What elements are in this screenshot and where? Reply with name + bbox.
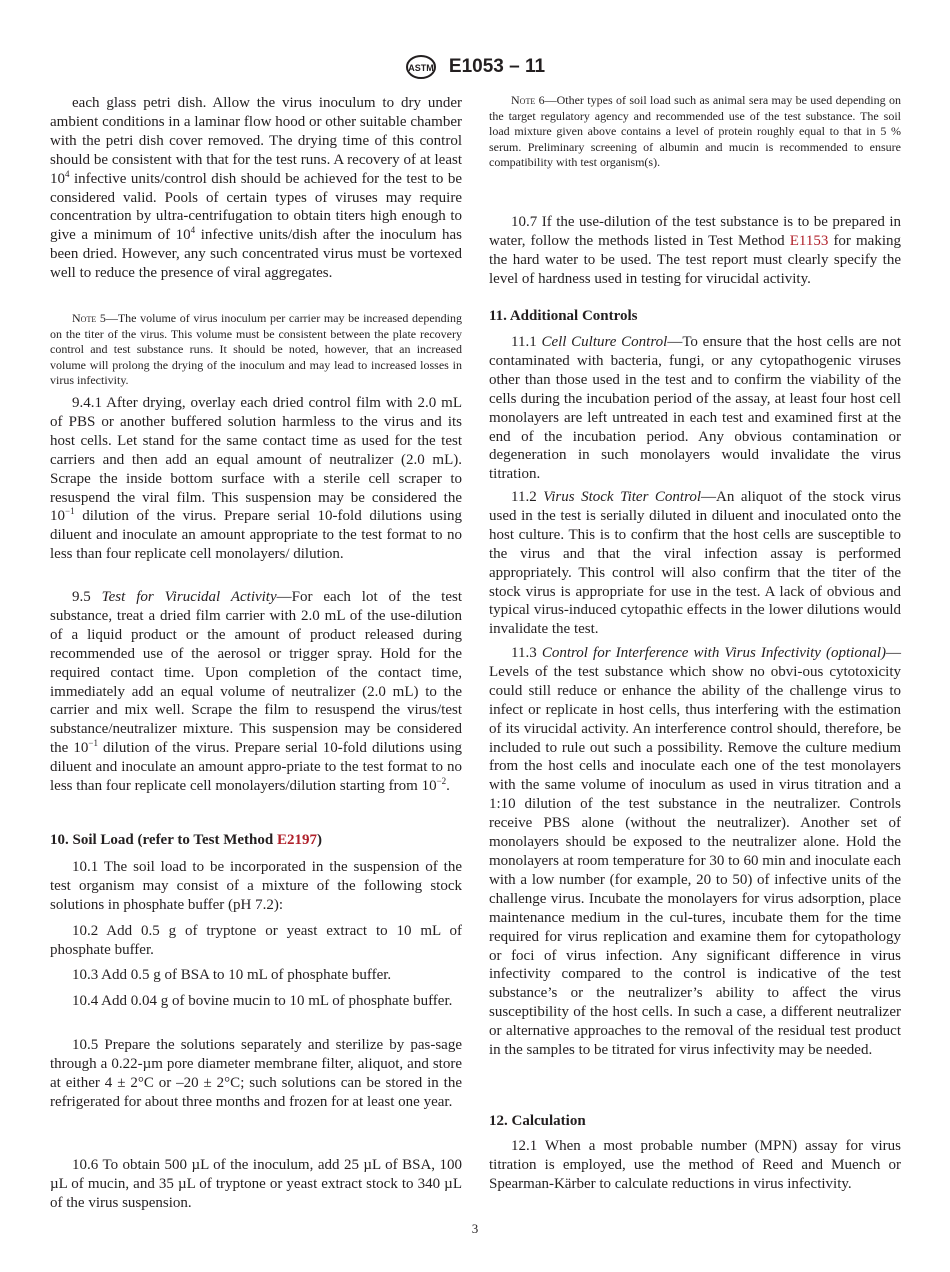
paragraph — [489, 644, 901, 1060]
text-run: dilution of the virus. Prepare serial 10-fold dilutions using diluent and inoculate an amount appro-priate to the test format to no less than four replicate cell monolayers/dilution starting from 10 — [50, 740, 463, 795]
text-run: Note — [72, 311, 97, 325]
page-number: 3 — [471, 1221, 479, 1236]
text-run: —To ensure that the host cells are not contaminated with bacteria, fungi, or any cytopathogenic viruses other than those used in the test and to confirm the viability of the cells during the incubation period of the assay, at least four host cell monolayers are left untreated in each test and examined first at the end of the incubation period. Any obvious contamination or degeneration in such monolayers would invalidate the virus titration. — [489, 334, 901, 483]
page-header — [0, 54, 950, 80]
text-run: ) — [316, 832, 322, 848]
text-run: 10.3 Add 0.5 g of BSA to 10 mL of phosphate buffer. — [72, 967, 392, 983]
text-run: Control for Interference with Virus Infectivity (optional) — [541, 645, 886, 661]
superscript: −2 — [436, 776, 447, 787]
text-run: 11.2 — [511, 489, 544, 505]
text-run: —For each lot of the test substance, treat a dried film carrier with 2.0 mL of the use-dilution of a liquid product or the amount of product released during recommended use of the aerosol or trigger spray. Hold for the required contact time. Upon completion of the contact time, immediately add an equal volume of neutralizer (2.0 mL) to the carrier and mix well. Scrape the film to resuspend the virus/test substance/neutralizer mixture. This suspension may be considered the 10 — [50, 589, 463, 757]
section-heading — [489, 307, 901, 326]
svg-text:ASTM: ASTM — [408, 63, 434, 73]
text-run: 12.1 When a most probable number (MPN) assay for virus titration is employed, use the method of Reed and Muench or Spearman-Kärber to calculate reductions in virus infectivity. — [489, 1138, 901, 1192]
text-run: —An aliquot of the stock virus used in the test is serially diluted in diluent and inoculated onto the host culture. This is to confirm that the host cells are susceptible to the virus and that the viral infection assay is performed appropriately. This control will also confirm that the titer of the stock virus is appropriate for use in the test. A lack of obvious and typical virus-induced cytopathic effects in the lower dilutions would invalidate the test. — [489, 489, 902, 638]
paragraph — [50, 588, 462, 796]
paragraph — [50, 394, 462, 564]
text-run: —Levels of the test substance which show no obvi-ous cytotoxicity could still reduce or enhance the ability of the challenge virus to infect or replicate in host cells, thus interfering with the estimation of its virucidal activity. An interference control should, therefore, be included to rule out such a possibility. Remove the culture medium from the host cells and inoculate each one of the test monolayers with the same volume of inoculum as used in virus titration and a 1:10 dilution of the test substance in the neutralizer. Controls receive PBS alone (without the neutralizer). Another set of monolayers should be exposed to the neutralizer alone. Hold the monolayers at room temperature for 30 to 60 min and inoculate each with a low number (for example, 20 to 50) of infective units of the challenge virus. Incubate the monolayers for virus adsorption, place maintenance medium in the cul-tures, incubate them for the time required for virus replication and examine them for cytopathology or foci of virus infection. Any significant difference in virus infectivity compared to the control is indicative of the test substance’s or the neutralizer’s ability to affect the virus susceptibility of the host cells. In such a case, a different neutralizer or alternative approaches to the removal of the residual test product in the samples to be titrated for virus infectivity may be needed. — [489, 645, 901, 1059]
text-run: Cell Culture Control — [541, 334, 668, 350]
note-paragraph — [50, 311, 462, 389]
text-run: infective units/dish after the inoculum has been dried. However, any such concentrated virus must be vortexed well to reduce the presence of viral aggregates. — [50, 227, 462, 282]
reference-link[interactable]: E2197 — [276, 832, 317, 848]
text-run: 11. Additional Controls — [489, 308, 638, 324]
text-run: 6—Other types of soil load such as animal sera may be used depending on the target regulatory agency and recommended use of the test substance. The soil load mixture given above contains a level of protein roughly equal to that in 5 % serum. Preliminary screening of albumin and mucin is recommended to ensure compatibility with test organism(s). — [489, 93, 901, 170]
paragraph — [50, 858, 462, 915]
text-run: 10.4 Add 0.04 g of bovine mucin to 10 mL of phosphate buffer. — [72, 993, 453, 1009]
paragraph — [50, 1156, 462, 1213]
text-run: for making the hard water to be used. The test report must clearly specify the level of hardness used in testing for virucidal activity. — [489, 232, 901, 287]
paragraph — [50, 922, 462, 960]
superscript: 4 — [190, 225, 196, 236]
text-run: 10.5 Prepare the solutions separately and sterilize by pas-sage through a 0.22-µm pore diameter membrane filter, aliquot, and store at either 4 ± 2°C or –20 ± 2°C; such solutions can be stored in the refrigerated for about three months and frozen for at least one year. — [50, 1037, 462, 1110]
text-run: Note — [511, 93, 536, 107]
text-run: 12. Calculation — [489, 1113, 586, 1129]
astm-logo-icon — [405, 54, 437, 80]
text-run: 9.4.1 After drying, overlay each dried control film with 2.0 mL of PBS or another buffered solution harmless to the virus and its host cells. Let stand for the same contact time as used for the test carriers and then add an equal amount of neutralizer (2.0 mL). Scrape the inside bottom surface with a sterile cell scraper to resuspend the viral film. This suspension may be considered the 10 — [50, 395, 462, 525]
text-run: each glass petri dish. Allow the virus inoculum to dry under ambient conditions in a laminar flow hood or other suitable chamber with the petri dish cover removed. The drying time of this control should be consistent with that for the test runs. A recovery of at least 10 — [50, 95, 462, 187]
paragraph — [50, 1036, 462, 1112]
paragraph — [50, 966, 462, 985]
section-heading — [50, 831, 462, 850]
text-run: 5—The volume of virus inoculum per carrier may be increased depending on the titer of the virus. This volume must be consistent between the plate recovery control and test substance runs. It should be noted, however, that an increased volume will prolong the drying of the inoculum and may lead to increased losses in virus infectivity. — [50, 311, 462, 388]
text-run: 10.2 Add 0.5 g of tryptone or yeast extract to 10 mL of phosphate buffer. — [50, 923, 462, 958]
paragraph — [50, 992, 462, 1011]
text-run: infective units/control dish should be achieved for the test to be considered valid. Pools of certain types of viruses may require concentration by ultra-centrifugation to obtain titers high enough to give a minimum of 10 — [50, 170, 462, 244]
text-run: . — [446, 778, 450, 795]
section-heading — [489, 1112, 901, 1131]
text-run: 11.3 — [511, 645, 542, 661]
text-run: 10.7 If the use-dilution of the test substance is to be prepared in water, follow the methods listed in Test Method — [489, 214, 901, 249]
reference-link[interactable]: E1153 — [789, 232, 829, 249]
paragraph — [489, 488, 901, 639]
text-run: Test for Virucidal Activity — [101, 589, 277, 605]
paragraph — [489, 333, 901, 484]
text-run: 9.5 — [72, 589, 102, 605]
superscript: −1 — [65, 506, 75, 517]
superscript: 4 — [65, 168, 70, 179]
text-run: 11.1 — [511, 334, 542, 350]
paragraph — [50, 94, 462, 283]
text-run: 10.1 The soil load to be incorporated in the suspension of the test organism may consist of a mixture of the following stock solutions in phosphate buffer (pH 7.2): — [50, 859, 462, 913]
superscript: −1 — [88, 738, 98, 749]
text-run: dilution of the virus. Prepare serial 10-fold dilutions using diluent and inoculate an amount appropriate to the test format to no less than four replicate cell monolayers/ dilution. — [50, 508, 462, 563]
standard-designation: E1053 – 11 — [448, 56, 546, 77]
text-run: Virus Stock Titer Control — [543, 489, 702, 505]
text-run: 10. Soil Load (refer to Test Method — [50, 832, 277, 848]
paragraph — [489, 1137, 901, 1194]
paragraph — [489, 213, 901, 289]
note-paragraph — [489, 93, 901, 171]
text-run: 10.6 To obtain 500 µL of the inoculum, add 25 µL of BSA, 100 µL of mucin, and 35 µL of tryptone or yeast extract stock to 340 µL of the virus suspension. — [50, 1157, 462, 1211]
